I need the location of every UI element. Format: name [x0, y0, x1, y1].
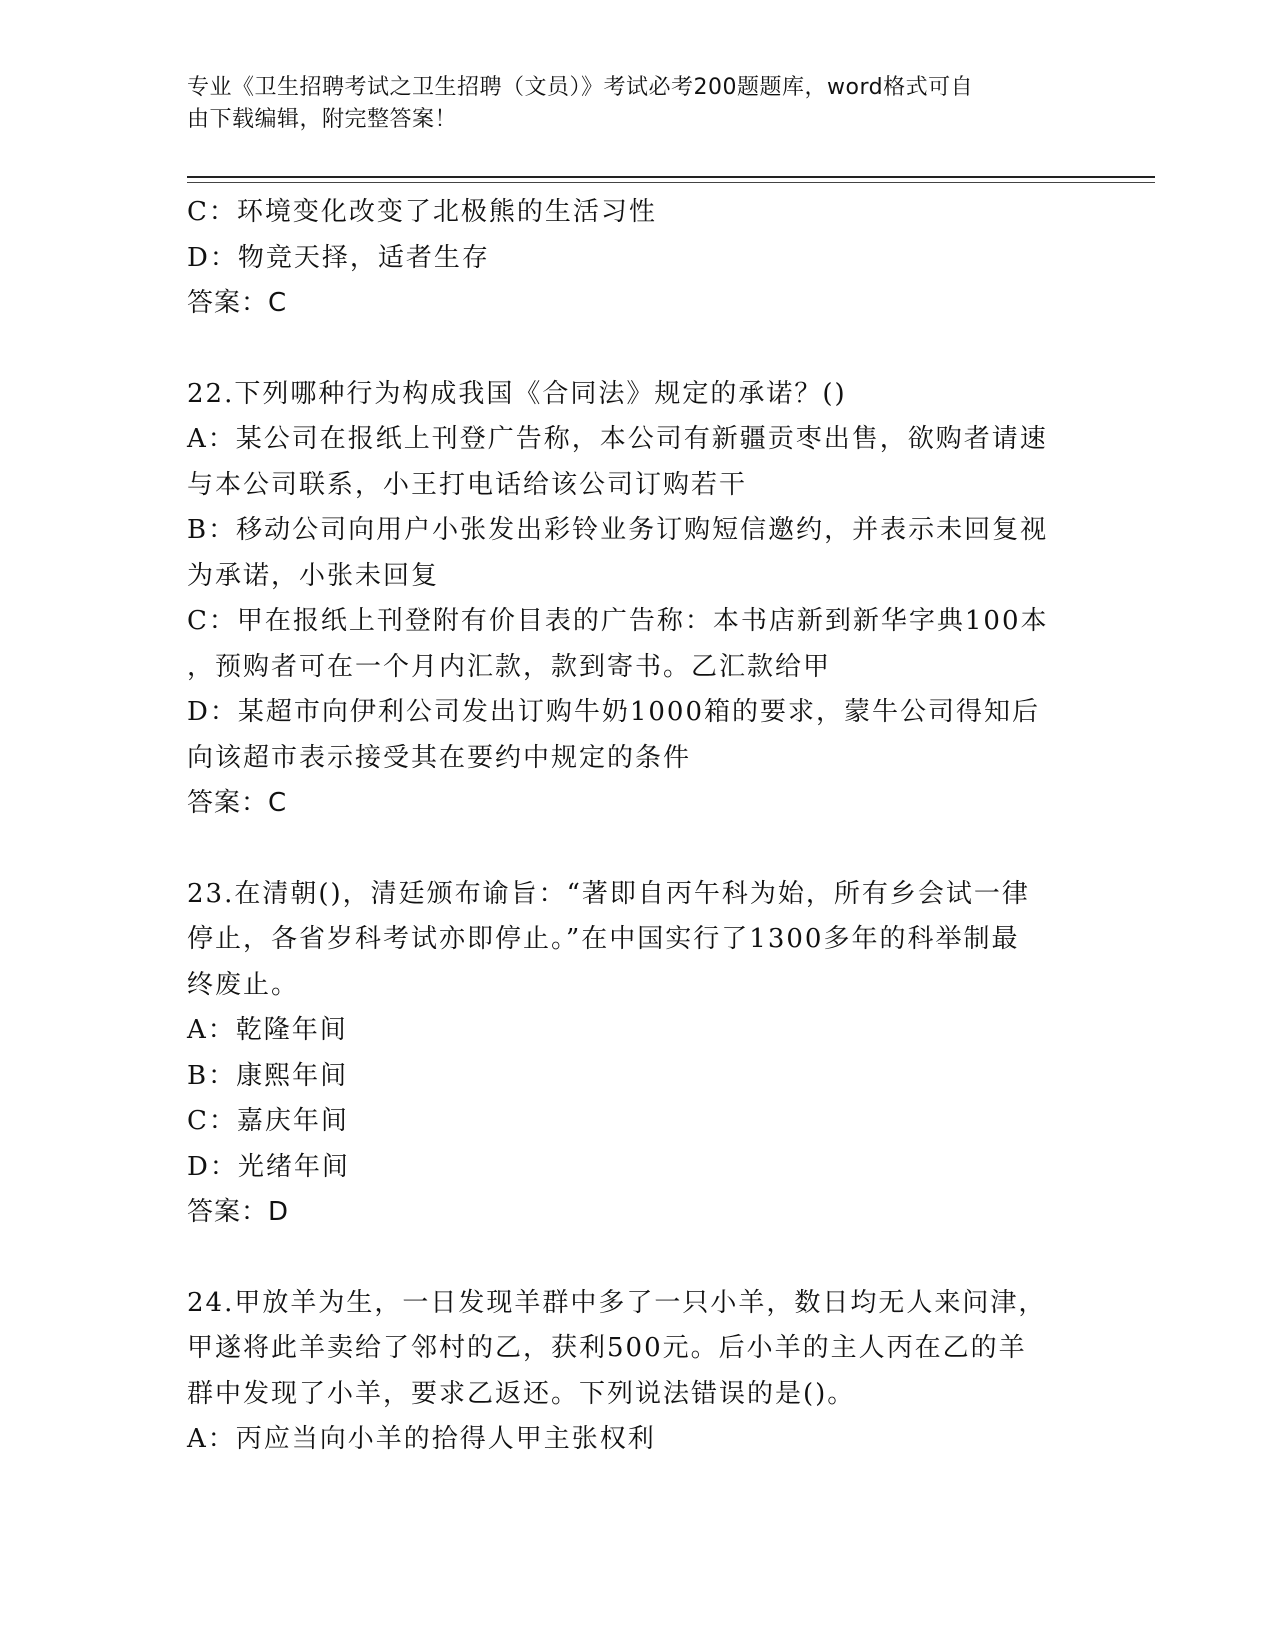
- spacer: [187, 827, 1087, 872]
- option-d: D：光绪年间: [187, 1151, 350, 1182]
- spacer: [187, 327, 1087, 372]
- option-c-line-2: ，预购者可在一个月内汇款，款到寄书。乙汇款给甲: [187, 651, 832, 682]
- document-header: [187, 72, 1067, 136]
- option-b: B：康熙年间: [187, 1060, 349, 1091]
- option-a-line-2: 与本公司联系，小王打电话给该公司订购若干: [187, 469, 748, 500]
- question-21-tail: [187, 190, 1087, 327]
- option-d: D：物竞天择，适者生存: [187, 242, 490, 273]
- question-stem-line-3: 终废止。: [187, 969, 300, 1000]
- option-a: A：丙应当向小羊的拾得人甲主张权利: [187, 1424, 656, 1454]
- question-stem-line-3: 群中发现了小羊，要求乙返还。下列说法错误的是()。: [187, 1378, 856, 1409]
- header-line-1: 专业《卫生招聘考试之卫生招聘（文员）》考试必考200题题库，word格式可自: [187, 75, 974, 100]
- spacer: [187, 1236, 1087, 1281]
- option-a-line-1: A：某公司在报纸上刊登广告称，本公司有新疆贡枣出售，欲购者请速: [187, 424, 1048, 454]
- question-stem: 22.下列哪种行为构成我国《合同法》规定的承诺？(): [187, 378, 847, 409]
- option-b-line-2: 为承诺，小张未回复: [187, 560, 440, 591]
- option-b-line-1: B：移动公司向用户小张发出彩铃业务订购短信邀约，并表示未回复视: [187, 515, 1049, 545]
- option-c-line-1: C：甲在报纸上刊登附有价目表的广告称：本书店新到新华字典100本: [187, 606, 1049, 636]
- question-stem-line-1: 24.甲放羊为生，一日发现羊群中多了一只小羊，数日均无人来问津，: [187, 1287, 1047, 1318]
- header-divider-thick: [187, 176, 1155, 178]
- question-stem-line-1: 23.在清朝()，清廷颁布谕旨：“著即自丙午科为始，所有乡会试一律: [187, 878, 1030, 909]
- header-line-2: 由下载编辑，附完整答案！: [187, 107, 458, 132]
- header-divider-thin: [187, 182, 1155, 183]
- question-stem-line-2: 甲遂将此羊卖给了邻村的乙，获利500元。后小羊的主人丙在乙的羊: [187, 1333, 1027, 1363]
- option-c: C：环境变化改变了北极熊的生活习性: [187, 197, 657, 227]
- question-stem-line-2: 停止，各省岁科考试亦即停止。”在中国实行了1300多年的科举制最: [187, 924, 1020, 954]
- question-24: [187, 1281, 1087, 1463]
- answer: 答案：C: [187, 288, 288, 318]
- option-a: A：乾隆年间: [187, 1015, 348, 1045]
- question-23: [187, 872, 1087, 1236]
- option-d-line-1: D：某超市向伊利公司发出订购牛奶1000箱的要求，蒙牛公司得知后: [187, 697, 1041, 727]
- option-c: C：嘉庆年间: [187, 1106, 349, 1136]
- answer: 答案：D: [187, 1197, 290, 1227]
- question-22: [187, 372, 1087, 827]
- option-d-line-2: 向该超市表示接受其在要约中规定的条件: [187, 742, 692, 773]
- document-body: [187, 190, 1087, 1463]
- answer: 答案：C: [187, 788, 288, 818]
